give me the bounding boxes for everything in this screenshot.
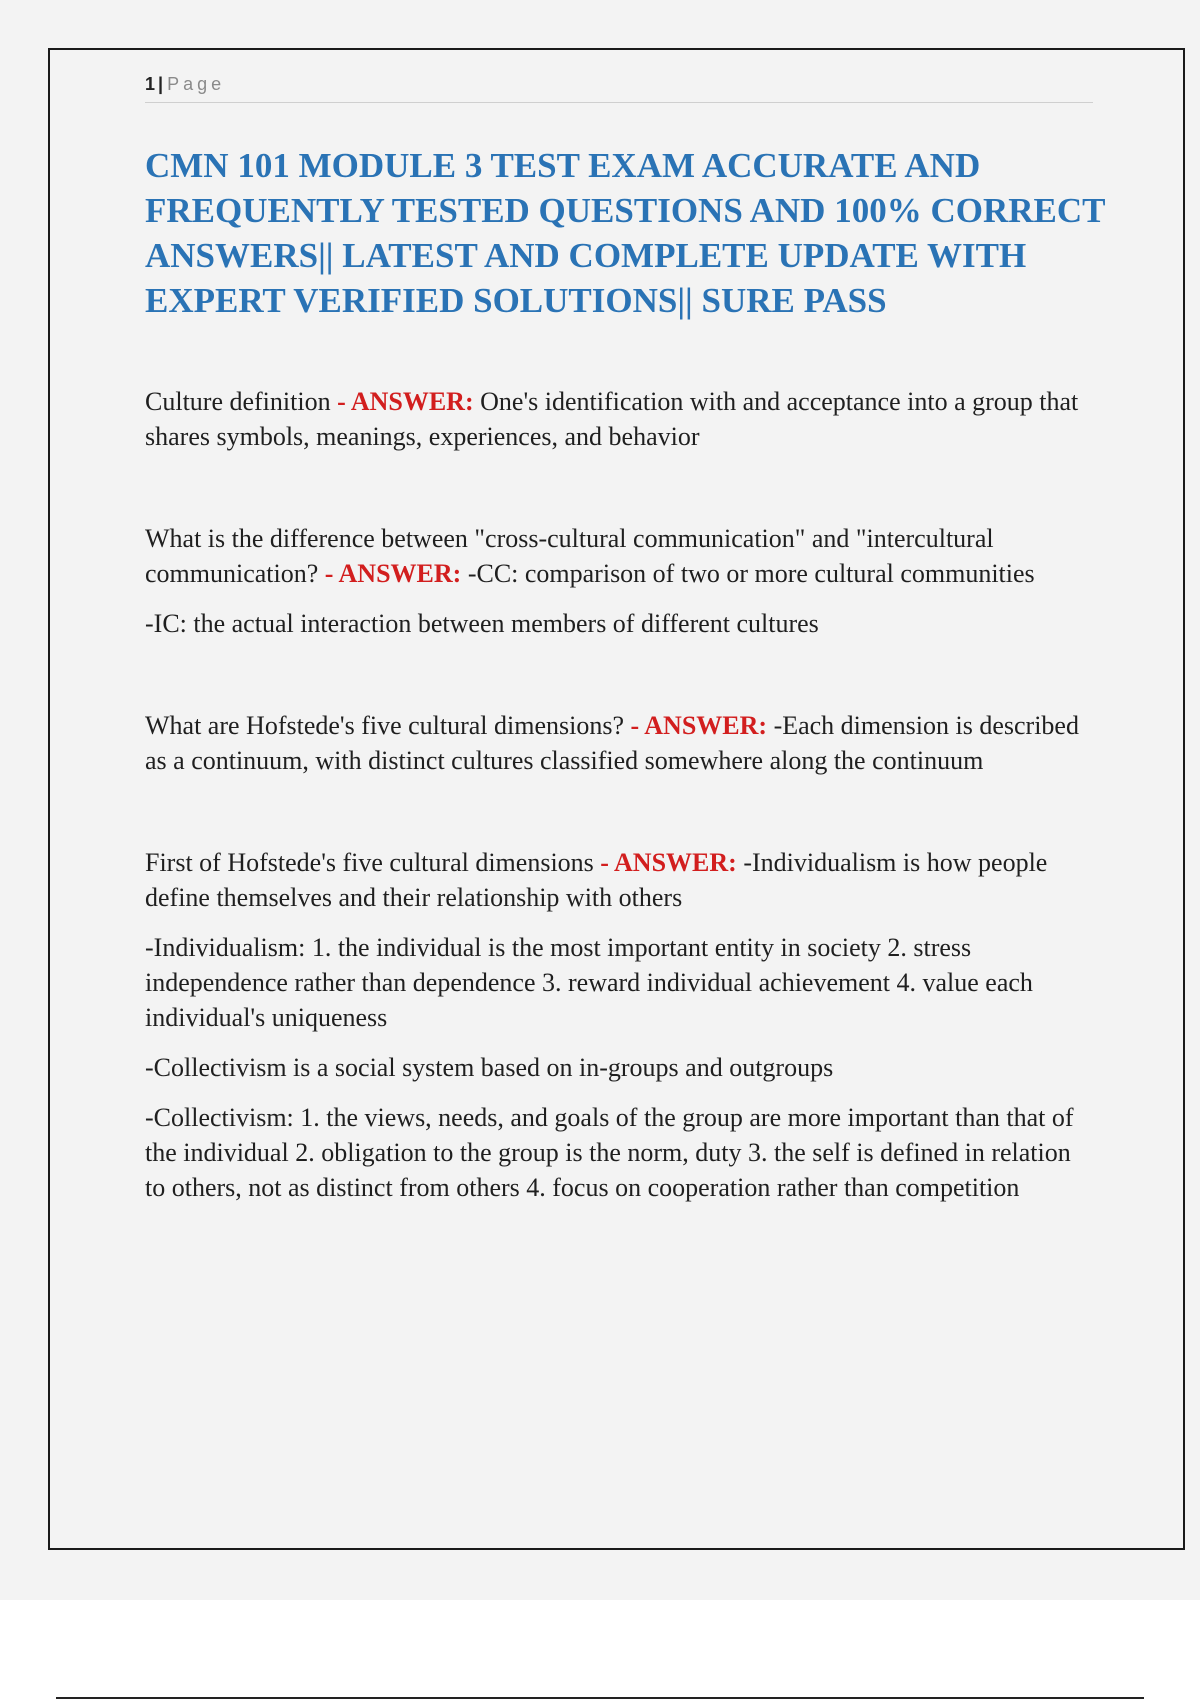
question-text: Culture definition: [145, 387, 331, 416]
answer-dash: -: [330, 387, 351, 416]
answer-label: ANSWER:: [614, 848, 737, 877]
qa-item: [145, 521, 1090, 591]
answer-label: ANSWER:: [338, 559, 462, 588]
answer-text: One's identification with and acceptance into a group that shares symbols, meanings, experiences, and behavior: [145, 387, 1079, 451]
document-title: CMN 101 MODULE 3 TEST EXAM ACCURATE AND FREQUENTLY TESTED QUESTIONS AND 100% CORRECT ANSWERS|| LATEST AND COMPLETE UPDATE WITH EXPERT VERIFIED SOLUTIONS|| SURE PASS: [145, 146, 1105, 320]
qa-item: [145, 384, 1090, 454]
answer-continuation: -Individualism: 1. the individual is the most important entity in society 2. stress independence rather than dependence 3. reward individual achievement 4. value each individual's uniqueness: [145, 933, 1033, 1032]
answer-dash: -: [593, 848, 615, 877]
qa-content: [145, 384, 1090, 1205]
page-number: 1: [145, 74, 156, 94]
answer-continuation: -Collectivism is a social system based on in-groups and outgroups: [145, 1053, 834, 1082]
answer-dash: -: [318, 559, 339, 588]
answer-text: -Each dimension is described as a continuum, with distinct cultures classified somewhere along the continuum: [145, 711, 1079, 775]
answer-text: -Individualism is how people define themselves and their relationship with others: [145, 848, 1048, 912]
page-header: [145, 72, 1093, 103]
question-text: First of Hofstede's five cultural dimensions: [145, 848, 594, 877]
next-page-border: [56, 1697, 1144, 1699]
question-text: What are Hofstede's five cultural dimensions?: [145, 711, 625, 740]
page-separator: |: [158, 74, 164, 94]
answer-text: -CC: comparison of two or more cultural communities: [467, 559, 1035, 588]
qa-item: [145, 708, 1090, 778]
answer-label: ANSWER:: [350, 387, 474, 416]
question-text: What is the difference between "cross-cultural communication" and "intercultural communication?: [145, 524, 994, 588]
answer-label: ANSWER:: [644, 711, 768, 740]
qa-item: [145, 845, 1090, 915]
answer-continuation: -Collectivism: 1. the views, needs, and goals of the group are more important than that of the individual 2. obligation to the group is the norm, duty 3. the self is defined in relation to others, not as distinct from others 4. focus on cooperation rather than competition: [145, 1103, 1074, 1202]
answer-continuation: -IC: the actual interaction between members of different cultures: [145, 609, 819, 638]
page-label: Page: [167, 74, 226, 94]
answer-dash: -: [624, 711, 645, 740]
